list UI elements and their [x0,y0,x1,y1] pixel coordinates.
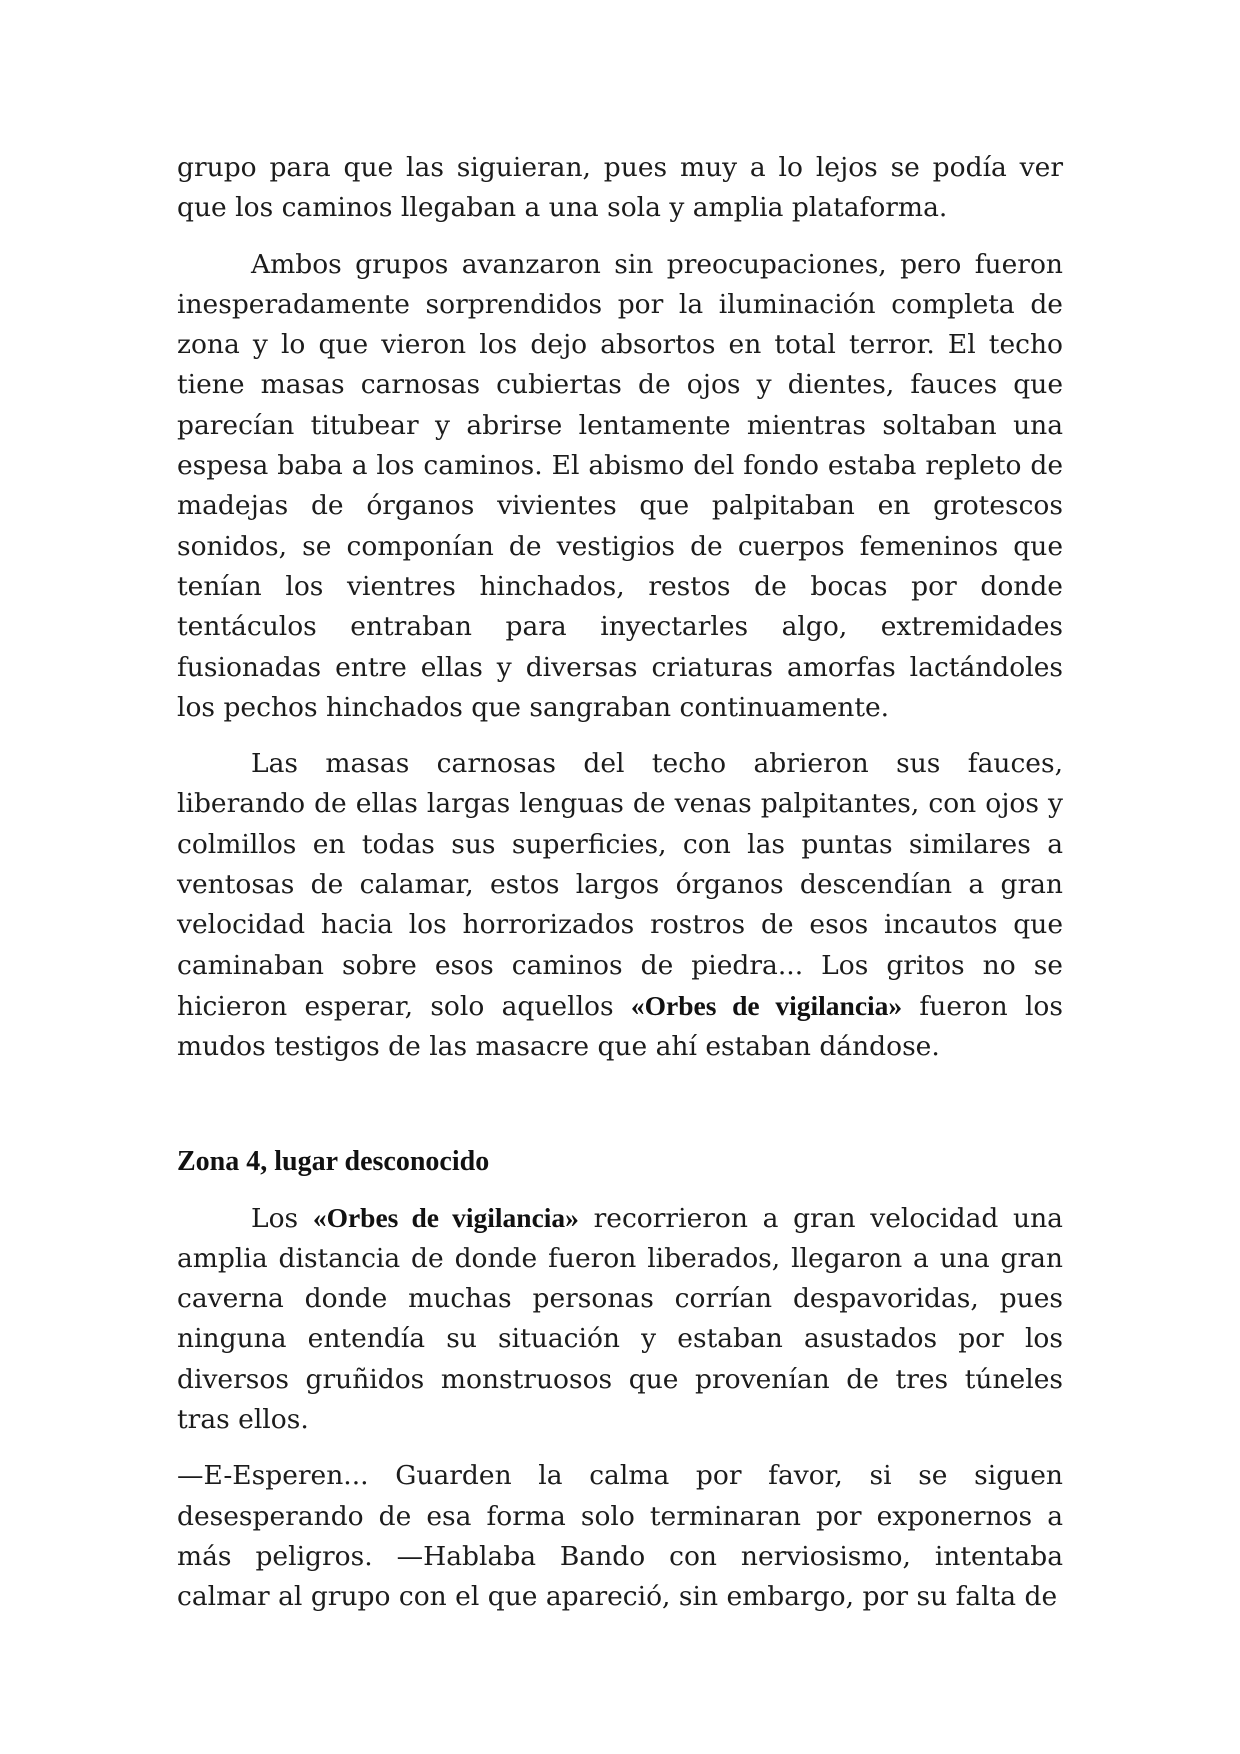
paragraph-2: Ambos grupos avanzaron sin preocupaciones, pero fueron inesperadamente sorprendidos por la iluminación completa de zona y lo que vieron los dejo absortos en total terror. El techo tiene masas carnosas cubiertas de ojos y dientes, fauces que parecían titubear y abrirse lentamente mientras soltaban una espesa baba a los caminos. El abismo del fondo estaba repleto de madejas de órganos vivientes que palpitaban en grotescos sonidos, se componían de vestigios de cuerpos femeninos que tenían los vientres hinchados, restos de bocas por donde tentáculos entraban para inyectarles algo, extremidades fusionadas entre ellas y diversas criaturas amorfas lactándoles los pechos hinchados que sangraban continuamente. [177,248,1063,723]
paragraph-3-text-end: fueron los mudos testigos de las masacre que ahí estaban dándose. [177,990,1063,1063]
paragraph-3-text-start: Las masas carnosas del techo abrieron sus fauces, liberando de ellas largas lenguas de venas palpitantes, con ojos y colmillos en todas sus superficies, con las puntas similares a ventosas de calamar, estos largos órganos descendían a gran velocidad hacia los horrorizados rostros de esos incautos que caminaban sobre esos caminos de piedra... Los gritos no se hicieron esperar, solo aquellos [177,748,1063,1022]
orbes-de-vigilancia-emphasis: «Orbes de vigilancia» [630,989,903,1021]
paragraph-4-text-start: Los [251,1202,313,1234]
paragraph-1: grupo para que las siguieran, pues muy a lo lejos se podía ver que los caminos llegaban a una sola y amplia plataforma. [177,152,1063,224]
section-heading: Zona 4, lugar desconocido [177,1145,490,1177]
paragraph-4 [177,1198,1063,1441]
paragraph-3 [177,744,1063,1067]
body-text [177,148,1063,1634]
paragraph-4-text-end: recorrieron a gran velocidad una amplia distancia de donde fueron liberados, llegaron a una gran caverna donde muchas personas corrían despavoridas, pues ninguna entendía su situación y estaban asustados por los diversos gruñidos monstruosos que provenían de tres túneles tras ellos. [177,1202,1063,1436]
orbes-de-vigilancia-emphasis: «Orbes de vigilancia» [312,1201,579,1233]
paragraph-5-dialogue: —E-Esperen... Guarden la calma por favor, si se siguen desesperando de esa forma solo terminaran por exponernos a más peligros. —Hablaba Bando con nerviosismo, intentaba calmar al grupo con el que apareció, sin embargo, por su falta de [177,1460,1063,1613]
